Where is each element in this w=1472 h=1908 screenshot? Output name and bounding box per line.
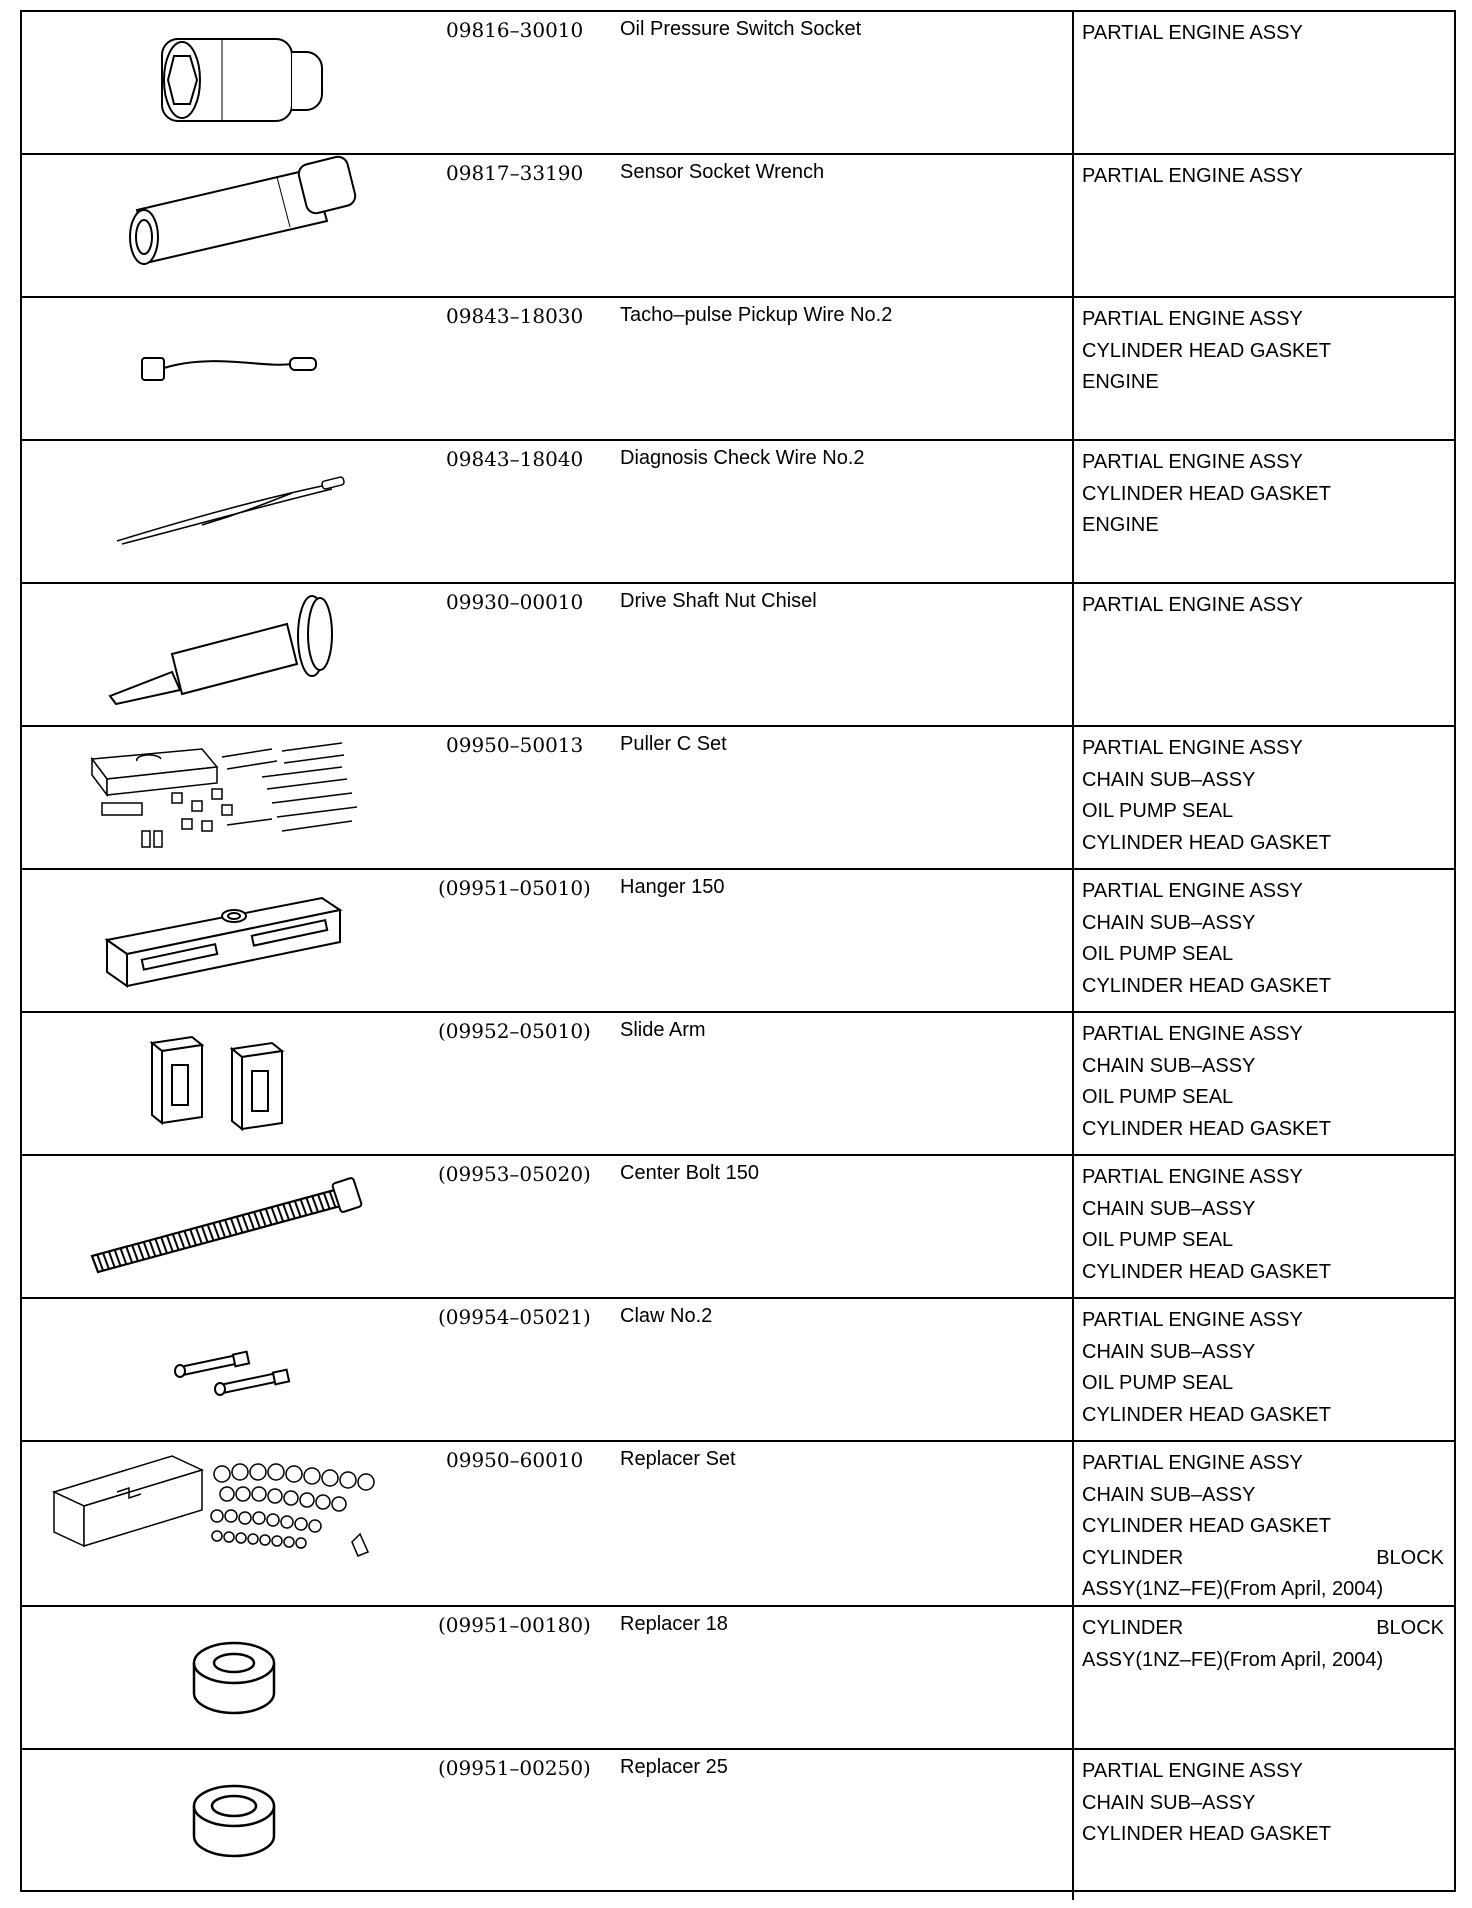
application-item: PARTIAL ENGINE ASSY [1082, 451, 1303, 473]
application-list [1082, 18, 1444, 50]
table-row [22, 870, 1454, 1013]
application-list [1082, 876, 1444, 1002]
application-list [1082, 733, 1444, 859]
part-number: 09930–00010 [446, 590, 584, 614]
part-number: 09950–50013 [446, 733, 584, 757]
application-item: OIL PUMP SEAL [1082, 1086, 1234, 1108]
table-row [22, 12, 1454, 155]
application-item: ENGINE [1082, 514, 1159, 536]
application-item: ASSY(1NZ–FE)(From April, 2004) [1082, 1648, 1384, 1671]
table-row [22, 1442, 1454, 1607]
part-number: (09951–05010) [438, 876, 591, 900]
table-row [22, 1750, 1454, 1900]
part-name: Center Bolt 150 [620, 1162, 759, 1184]
table-row [22, 584, 1454, 727]
application-item [1082, 1613, 1444, 1645]
table-row [22, 1156, 1454, 1299]
application-word: CYLINDER [1082, 1546, 1184, 1569]
part-name: Oil Pressure Switch Socket [620, 18, 862, 40]
application-list [1082, 1448, 1444, 1606]
application-item: CYLINDER HEAD GASKET [1082, 974, 1331, 997]
application-item: PARTIAL ENGINE ASSY [1082, 1760, 1303, 1782]
application-item: CHAIN SUB–ASSY [1082, 1054, 1256, 1077]
application-word: BLOCK [1376, 1617, 1444, 1639]
application-list [1082, 1019, 1444, 1145]
application-item: PARTIAL ENGINE ASSY [1082, 1023, 1303, 1045]
table-row [22, 1013, 1454, 1156]
application-list [1082, 1305, 1444, 1431]
sensor-socket-wrench-icon [22, 155, 442, 298]
part-name: Claw No.2 [620, 1305, 713, 1327]
claw-icon [22, 1299, 442, 1442]
table-row [22, 298, 1454, 441]
application-item: OIL PUMP SEAL [1082, 800, 1234, 822]
application-item: PARTIAL ENGINE ASSY [1082, 1309, 1303, 1331]
table-row [22, 1607, 1454, 1750]
part-name: Replacer Set [620, 1448, 736, 1470]
application-list [1082, 1613, 1444, 1676]
part-number: (09952–05010) [438, 1019, 591, 1043]
application-item: CHAIN SUB–ASSY [1082, 1483, 1256, 1506]
application-item: ENGINE [1082, 371, 1159, 393]
application-list [1082, 590, 1444, 622]
socket-icon [22, 12, 442, 155]
application-list [1082, 161, 1444, 193]
replacer-ring-icon [22, 1750, 442, 1893]
part-number: 09843–18040 [446, 447, 584, 471]
table-row [22, 155, 1454, 298]
table-row [22, 727, 1454, 870]
chisel-icon [22, 584, 442, 727]
application-item: CYLINDER HEAD GASKET [1082, 1823, 1331, 1845]
part-number: (09951–00180) [438, 1613, 591, 1637]
application-item: CHAIN SUB–ASSY [1082, 1197, 1256, 1220]
application-item [1082, 1543, 1444, 1575]
hanger-icon [22, 870, 442, 1013]
application-list [1082, 1162, 1444, 1288]
part-number: 09950–60010 [446, 1448, 584, 1472]
application-item: CYLINDER HEAD GASKET [1082, 1403, 1331, 1426]
application-item: CHAIN SUB–ASSY [1082, 1791, 1256, 1814]
application-item: CHAIN SUB–ASSY [1082, 768, 1256, 791]
application-item: PARTIAL ENGINE ASSY [1082, 308, 1303, 330]
application-item: OIL PUMP SEAL [1082, 1229, 1234, 1251]
application-item: CYLINDER HEAD GASKET [1082, 482, 1331, 505]
check-wire-icon [22, 441, 442, 584]
part-name: Replacer 18 [620, 1613, 728, 1635]
part-number: (09954–05021) [438, 1305, 591, 1329]
application-item: CYLINDER HEAD GASKET [1082, 1515, 1331, 1537]
replacer-ring-icon [22, 1607, 442, 1750]
application-word: CYLINDER [1082, 1617, 1184, 1639]
application-item: CYLINDER HEAD GASKET [1082, 1117, 1331, 1140]
application-list [1082, 304, 1444, 399]
part-name: Slide Arm [620, 1019, 706, 1041]
part-name: Puller C Set [620, 733, 727, 755]
application-item: OIL PUMP SEAL [1082, 1372, 1234, 1394]
application-word: BLOCK [1376, 1546, 1444, 1569]
application-item: PARTIAL ENGINE ASSY [1082, 880, 1303, 902]
application-item: PARTIAL ENGINE ASSY [1082, 1166, 1303, 1188]
application-item: CYLINDER HEAD GASKET [1082, 339, 1331, 362]
table-row [22, 1299, 1454, 1442]
slide-arm-icon [22, 1013, 442, 1156]
application-item: PARTIAL ENGINE ASSY [1082, 1452, 1303, 1474]
part-name: Hanger 150 [620, 876, 725, 898]
sst-table [20, 10, 1456, 1892]
part-number: (09953–05020) [438, 1162, 591, 1186]
part-name: Replacer 25 [620, 1756, 728, 1778]
part-number: 09843–18030 [446, 304, 584, 328]
application-list [1082, 1756, 1444, 1851]
replacer-set-icon [22, 1442, 442, 1585]
table-row [22, 441, 1454, 584]
part-name: Diagnosis Check Wire No.2 [620, 447, 865, 469]
puller-set-icon [22, 727, 442, 870]
application-list [1082, 447, 1444, 542]
part-name: Tacho–pulse Pickup Wire No.2 [620, 304, 893, 326]
part-name: Drive Shaft Nut Chisel [620, 590, 817, 612]
center-bolt-icon [22, 1156, 442, 1299]
application-item: PARTIAL ENGINE ASSY [1082, 22, 1303, 44]
application-item: PARTIAL ENGINE ASSY [1082, 594, 1303, 616]
application-item: CYLINDER HEAD GASKET [1082, 1260, 1331, 1283]
part-name: Sensor Socket Wrench [620, 161, 825, 183]
part-number: 09816–30010 [446, 18, 584, 42]
part-number: 09817–33190 [446, 161, 584, 185]
application-item: PARTIAL ENGINE ASSY [1082, 165, 1303, 187]
application-item: CYLINDER HEAD GASKET [1082, 831, 1331, 854]
application-item: CHAIN SUB–ASSY [1082, 1340, 1256, 1363]
part-number: (09951–00250) [438, 1756, 591, 1780]
application-item: CHAIN SUB–ASSY [1082, 911, 1256, 934]
application-item: OIL PUMP SEAL [1082, 943, 1234, 965]
pickup-wire-icon [22, 298, 442, 441]
application-item: PARTIAL ENGINE ASSY [1082, 737, 1303, 759]
application-item: ASSY(1NZ–FE)(From April, 2004) [1082, 1578, 1384, 1600]
